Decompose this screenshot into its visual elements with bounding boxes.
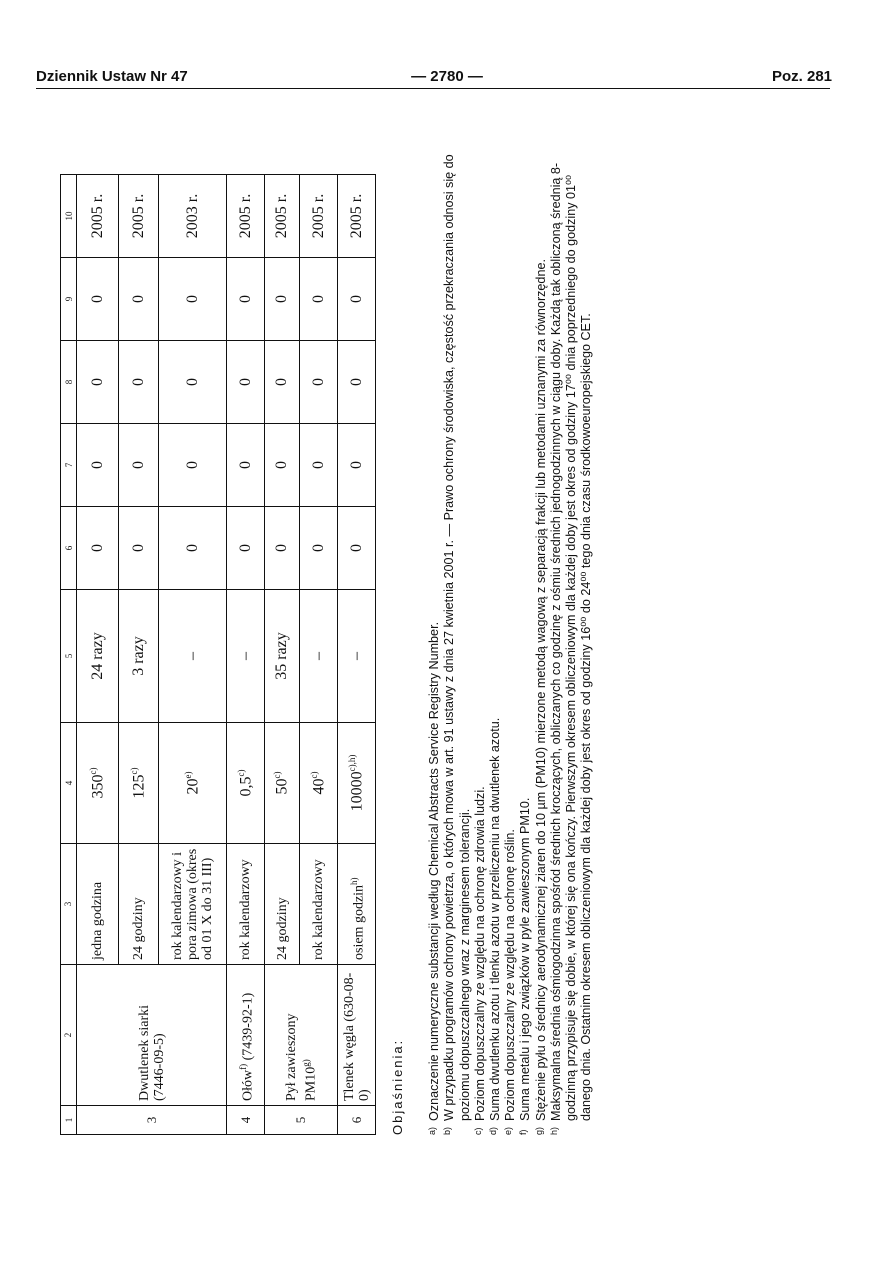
target-year: 2005 r. bbox=[338, 175, 376, 258]
column-number: 7 bbox=[61, 424, 77, 507]
column-number: 8 bbox=[61, 341, 77, 424]
note-text: Suma dwutlenku azotu i tlenku azotu w przeliczeniu na dwutlenek azotu. bbox=[488, 717, 503, 1121]
cell-value: 0 bbox=[159, 507, 227, 590]
notes-title: Objaśnienia: bbox=[390, 1038, 405, 1135]
limit-value: 40$^{c)}$ bbox=[300, 723, 338, 844]
target-year: 2005 r. bbox=[265, 175, 300, 258]
column-number: 10 bbox=[61, 175, 77, 258]
averaging-period: rok kalendarzowy bbox=[227, 844, 265, 965]
cell-value: 0 bbox=[77, 258, 119, 341]
column-number: 5 bbox=[61, 590, 77, 723]
cell-value: 0 bbox=[227, 507, 265, 590]
substance-name: Ołów$^{f)}$ (7439-92-1) bbox=[227, 965, 265, 1106]
journal-title: Dziennik Ustaw Nr 47 bbox=[36, 68, 188, 85]
column-number: 1 bbox=[61, 1106, 77, 1135]
limit-value: 0,5$^{c)}$ bbox=[227, 723, 265, 844]
note-mark: h) bbox=[548, 1126, 559, 1135]
exceedance-frequency: – bbox=[300, 590, 338, 723]
exceedance-frequency: – bbox=[227, 590, 265, 723]
substance-name: Pył zawieszony PM10$^{g)}$ bbox=[265, 965, 338, 1106]
table-row bbox=[338, 175, 376, 1135]
limit-value: 20$^{e)}$ bbox=[159, 723, 227, 844]
note-mark: f) bbox=[518, 1129, 529, 1135]
cell-value: 0 bbox=[119, 424, 159, 507]
note-mark: d) bbox=[488, 1126, 499, 1135]
substance-name: Tlenek węgla (630-08-0) bbox=[338, 965, 376, 1106]
note-text: Stężenie pyłu o średnicy aerodynamicznej ziaren do 10 µm (PM10) mierzone metodą wagową z separacją frakcji lub metodami uznanymi za równorzędne. bbox=[533, 259, 548, 1121]
exceedance-frequency: – bbox=[338, 590, 376, 723]
cell-value: 0 bbox=[77, 424, 119, 507]
cell-value: 0 bbox=[338, 341, 376, 424]
exceedance-frequency: – bbox=[159, 590, 227, 723]
note-mark: e) bbox=[503, 1126, 514, 1135]
column-number: 9 bbox=[61, 258, 77, 341]
column-number: 6 bbox=[61, 507, 77, 590]
note-item bbox=[503, 145, 518, 1135]
note-item bbox=[534, 145, 549, 1135]
cell-value: 0 bbox=[77, 341, 119, 424]
target-year: 2003 r. bbox=[159, 175, 227, 258]
column-number: 2 bbox=[61, 965, 77, 1106]
cell-value: 0 bbox=[300, 424, 338, 507]
note-item bbox=[442, 145, 472, 1135]
note-text: Oznaczenie numeryczne substancji według Chemical Abstracts Service Registry Number. bbox=[427, 621, 442, 1121]
cell-value: 0 bbox=[77, 507, 119, 590]
cell-value: 0 bbox=[159, 341, 227, 424]
cell-value: 0 bbox=[119, 341, 159, 424]
cell-value: 0 bbox=[159, 424, 227, 507]
note-text: Maksymalna średnia ośmiogodzinna spośród średnich kroczących, obliczanych co godzinę z ośmiu średnich jednogodzinnych w ciągu doby. Każdą tak obliczoną średnią 8-godzinną przypisuje się dobie, w której się ona kończy. Pierwszym okresem obliczeniowym dla każdej doby jest okres od godziny 17⁰⁰ dnia poprzedniego do godziny 01⁰⁰ danego dnia. Ostatnim okresem obliczeniowym dla każdej doby jest okres od godziny 16⁰⁰ do 24⁰⁰ tego dnia czasu środkowoeuropejskiego CET. bbox=[548, 162, 594, 1121]
note-mark: c) bbox=[472, 1127, 483, 1135]
note-item bbox=[549, 145, 595, 1135]
cell-value: 0 bbox=[338, 258, 376, 341]
row-number: 6 bbox=[338, 1106, 376, 1135]
averaging-period: jedna godzina bbox=[77, 844, 119, 965]
note-text: Poziom dopuszczalny ze względu na ochronę zdrowia ludzi. bbox=[472, 786, 487, 1121]
exceedance-frequency: 24 razy bbox=[77, 590, 119, 723]
header-rule bbox=[36, 88, 830, 89]
cell-value: 0 bbox=[227, 341, 265, 424]
target-year: 2005 r. bbox=[119, 175, 159, 258]
note-mark: b) bbox=[442, 1126, 453, 1135]
averaging-period: osiem godzin$^{h)}$ bbox=[338, 844, 376, 965]
averaging-period: 24 godziny bbox=[265, 844, 300, 965]
cell-value: 0 bbox=[300, 258, 338, 341]
note-item bbox=[473, 145, 488, 1135]
cell-value: 0 bbox=[265, 507, 300, 590]
page-number: — 2780 — bbox=[411, 68, 483, 85]
substance-name: Dwutlenek siarki (7446-09-5) bbox=[77, 965, 227, 1106]
cell-value: 0 bbox=[227, 258, 265, 341]
position-number: Poz. 281 bbox=[771, 68, 832, 85]
cell-value: 0 bbox=[338, 507, 376, 590]
exceedance-frequency: 35 razy bbox=[265, 590, 300, 723]
cell-value: 0 bbox=[159, 258, 227, 341]
table-row bbox=[227, 175, 265, 1135]
rotated-page-content bbox=[40, 135, 640, 1175]
averaging-period: 24 godziny bbox=[119, 844, 159, 965]
note-text: W przypadku programów ochrony powietrza, o których mowa w art. 91 ustawy z dnia 27 kwietnia 2001 r. — Prawo ochrony środowiska, częstość przekraczania odnosi się do poziomu dopuszczalnego wraz z marginesem tolerancji. bbox=[442, 154, 472, 1121]
limit-value: 350$^{c)}$ bbox=[77, 723, 119, 844]
row-number: 3 bbox=[77, 1106, 227, 1135]
cell-value: 0 bbox=[338, 424, 376, 507]
averaging-period: rok kalendarzowy i pora zimowa (okres od 01 X do 31 III) bbox=[159, 844, 227, 965]
column-number-row bbox=[61, 175, 77, 1135]
limit-value: 125$^{c)}$ bbox=[119, 723, 159, 844]
note-mark: a) bbox=[427, 1126, 438, 1135]
limit-value: 50$^{c)}$ bbox=[265, 723, 300, 844]
exceedance-frequency: 3 razy bbox=[119, 590, 159, 723]
column-number: 3 bbox=[61, 844, 77, 965]
table-row bbox=[77, 175, 119, 1135]
cell-value: 0 bbox=[265, 341, 300, 424]
limit-value: $10000^{c),h)}$ bbox=[338, 723, 376, 844]
cell-value: 0 bbox=[119, 507, 159, 590]
note-item bbox=[427, 145, 442, 1135]
cell-value: 0 bbox=[265, 424, 300, 507]
note-item bbox=[488, 145, 503, 1135]
note-text: Poziom dopuszczalny ze względu na ochronę roślin. bbox=[503, 829, 518, 1121]
explanatory-notes bbox=[390, 145, 594, 1135]
note-mark: g) bbox=[533, 1126, 544, 1135]
cell-value: 0 bbox=[265, 258, 300, 341]
target-year: 2005 r. bbox=[77, 175, 119, 258]
limits-table bbox=[60, 174, 376, 1135]
row-number: 5 bbox=[265, 1106, 338, 1135]
column-number: 4 bbox=[61, 723, 77, 844]
target-year: 2005 r. bbox=[300, 175, 338, 258]
cell-value: 0 bbox=[300, 341, 338, 424]
cell-value: 0 bbox=[300, 507, 338, 590]
cell-value: 0 bbox=[119, 258, 159, 341]
row-number: 4 bbox=[227, 1106, 265, 1135]
cell-value: 0 bbox=[227, 424, 265, 507]
note-text: Suma metalu i jego związków w pyle zawieszonym PM10. bbox=[518, 797, 533, 1121]
target-year: 2005 r. bbox=[227, 175, 265, 258]
averaging-period: rok kalendarzowy bbox=[300, 844, 338, 965]
note-item bbox=[518, 145, 533, 1135]
table-row bbox=[265, 175, 300, 1135]
